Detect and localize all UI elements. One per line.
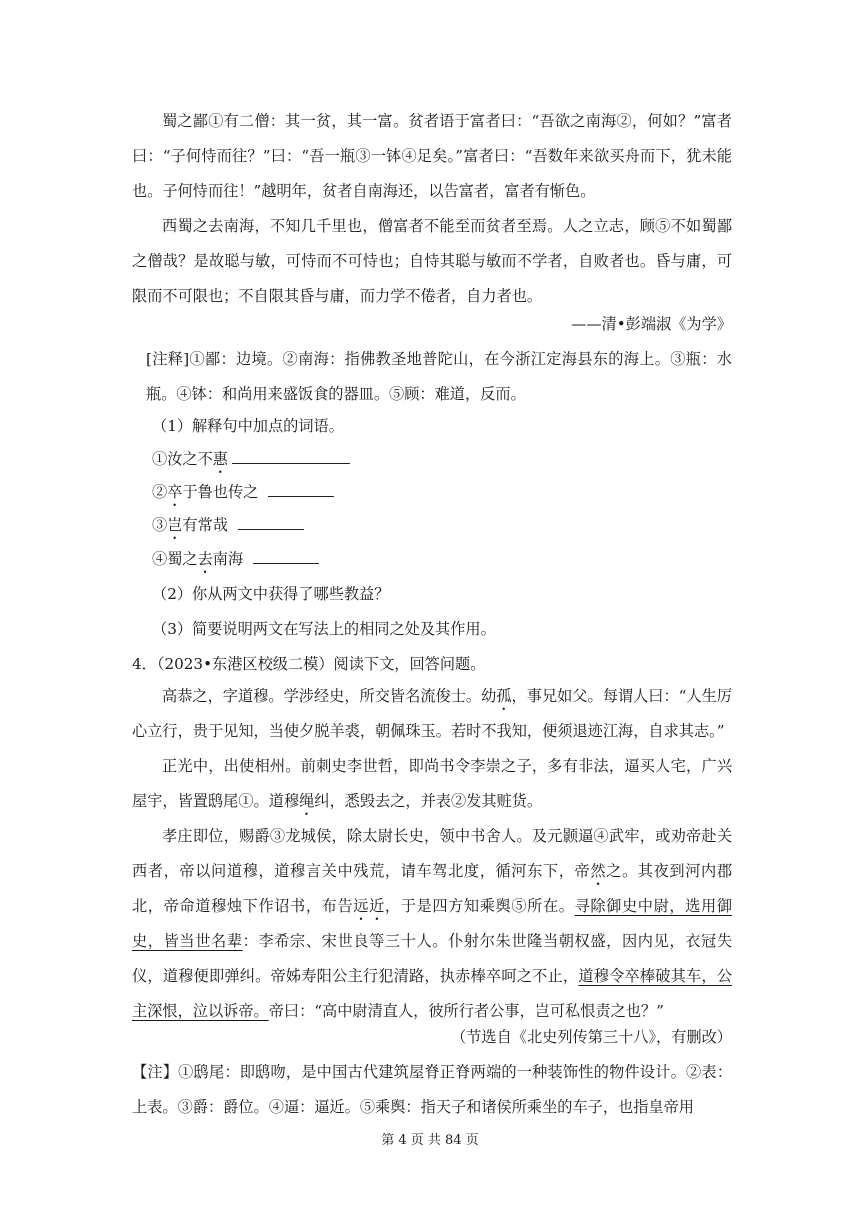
question4-notes: 【注】①鸱尾：即鸱吻，是中国古代建筑屋脊正脊两端的一种装饰性的物件设计。②表：上表。③爵：爵位。④逼：逼近。⑤乘舆：指天子和诸侯所乘坐的车子，也指皇帝用 <box>132 1063 732 1116</box>
question4-source: （节选自《北史列传第三十八》，有删改） <box>451 1028 732 1046</box>
passage1-paragraph2: 西蜀之去南海，不知几千里也，僧富者不能至而贫者至焉。人之立志，顾⑤不如蜀鄙之僧哉？是故聪与敏，可恃而不可恃也；自恃其聪与敏而不学者，自败者也。昏与庸，可限而不可限也；不自限其昏与庸，而力学不倦者，自力者也。 <box>132 217 732 305</box>
page-footer: 第 4 页 共 84 页 <box>381 1133 479 1148</box>
underlined-sentence-2: 道穆令卒棒破其车，公主深恨，泣以诉帝。 <box>132 967 733 1020</box>
question1-item-1: ①汝之不惠 <box>152 449 350 477</box>
question1-prompt: （1）解释句中加点的词语。 <box>152 417 344 435</box>
answer-blank-2[interactable] <box>268 482 334 497</box>
passage1-paragraph1: 蜀之鄙①有二僧：其一贫，其一富。贫者语于富者曰：“吾欲之南海②，何如？”富者曰：“子何恃而往？”曰：“吾一瓶③一钵④足矣。”富者曰：“吾数年来欲买舟而下，犹未能也。子何恃而往！”越明年，贫者自南海还，以告富者，富者有惭色。 <box>132 112 732 200</box>
question4-paragraph1: 高恭之，字道穆。学涉经史，所交皆名流俊士。幼孤，事兄如父。每谓人曰：“人生厉心立行，贵于见知，当使夕脱羊裘，朝佩珠玉。若时不我知，便须退迹江海，自求其志。” <box>132 687 733 740</box>
question1-part2: （2）你从两文中获得了哪些教益？ <box>152 585 390 603</box>
passage1-notes: [注释]①鄙：边境。②南海：指佛教圣地普陀山，在今浙江定海县东的海上。③瓶：水瓶。④钵：和尚用来盛饭食的器皿。⑤顾：难道，反而。 <box>146 350 732 403</box>
underlined-sentence-1: 寻除御史中尉，选用御史，皆当世名辈 <box>132 897 733 950</box>
question1-item-4: ④蜀之去南海 <box>152 549 319 577</box>
answer-blank-4[interactable] <box>253 549 319 564</box>
answer-blank-1[interactable] <box>232 449 350 464</box>
question1-part3: （3）简要说明两文在写法上的相同之处及其作用。 <box>152 620 496 638</box>
passage1-source: ——清•彭端淑《为学》 <box>571 315 732 333</box>
question1-item-3: ③岂有常哉 <box>152 515 304 543</box>
answer-blank-3[interactable] <box>238 515 304 530</box>
question1-item-2: ②卒于鲁也传之 <box>152 482 334 510</box>
question4-paragraph2: 正光中，出使相州。前刺史李世哲，即尚书令李崇之子，多有非法，逼买人宅，广兴屋宇，皆置鸱尾①。道穆绳纠，悉毁去之，并表②发其赃货。 <box>132 757 732 810</box>
question4-paragraph3: 孝庄即位，赐爵③龙城侯，除太尉长史，领中书舍人。及元颢逼④武牢，或劝帝赴关西者，帝以问道穆，道穆言关中残荒，请车驾北度，循河东下，帝然之。其夜到河内郡北，帝命道穆烛下作诏书，布告远近，于是四方知乘舆⑤所在。寻除御史中尉，选用御史，皆当世名辈：李希宗、宋世良等三十人。仆射尔朱世隆当朝权盛，因内见，衣冠失仪，道穆便即弹纠。帝姊寿阳公主行犯清路，执赤棒卒呵之不止，道穆令卒棒破其车，公主深恨，泣以诉帝。帝曰：“高中尉清直人，彼所行者公事，岂可私恨责之也？” <box>132 827 733 1020</box>
question4-title: 4．（2023•东港区校级二模）阅读下文，回答问题。 <box>132 655 486 673</box>
